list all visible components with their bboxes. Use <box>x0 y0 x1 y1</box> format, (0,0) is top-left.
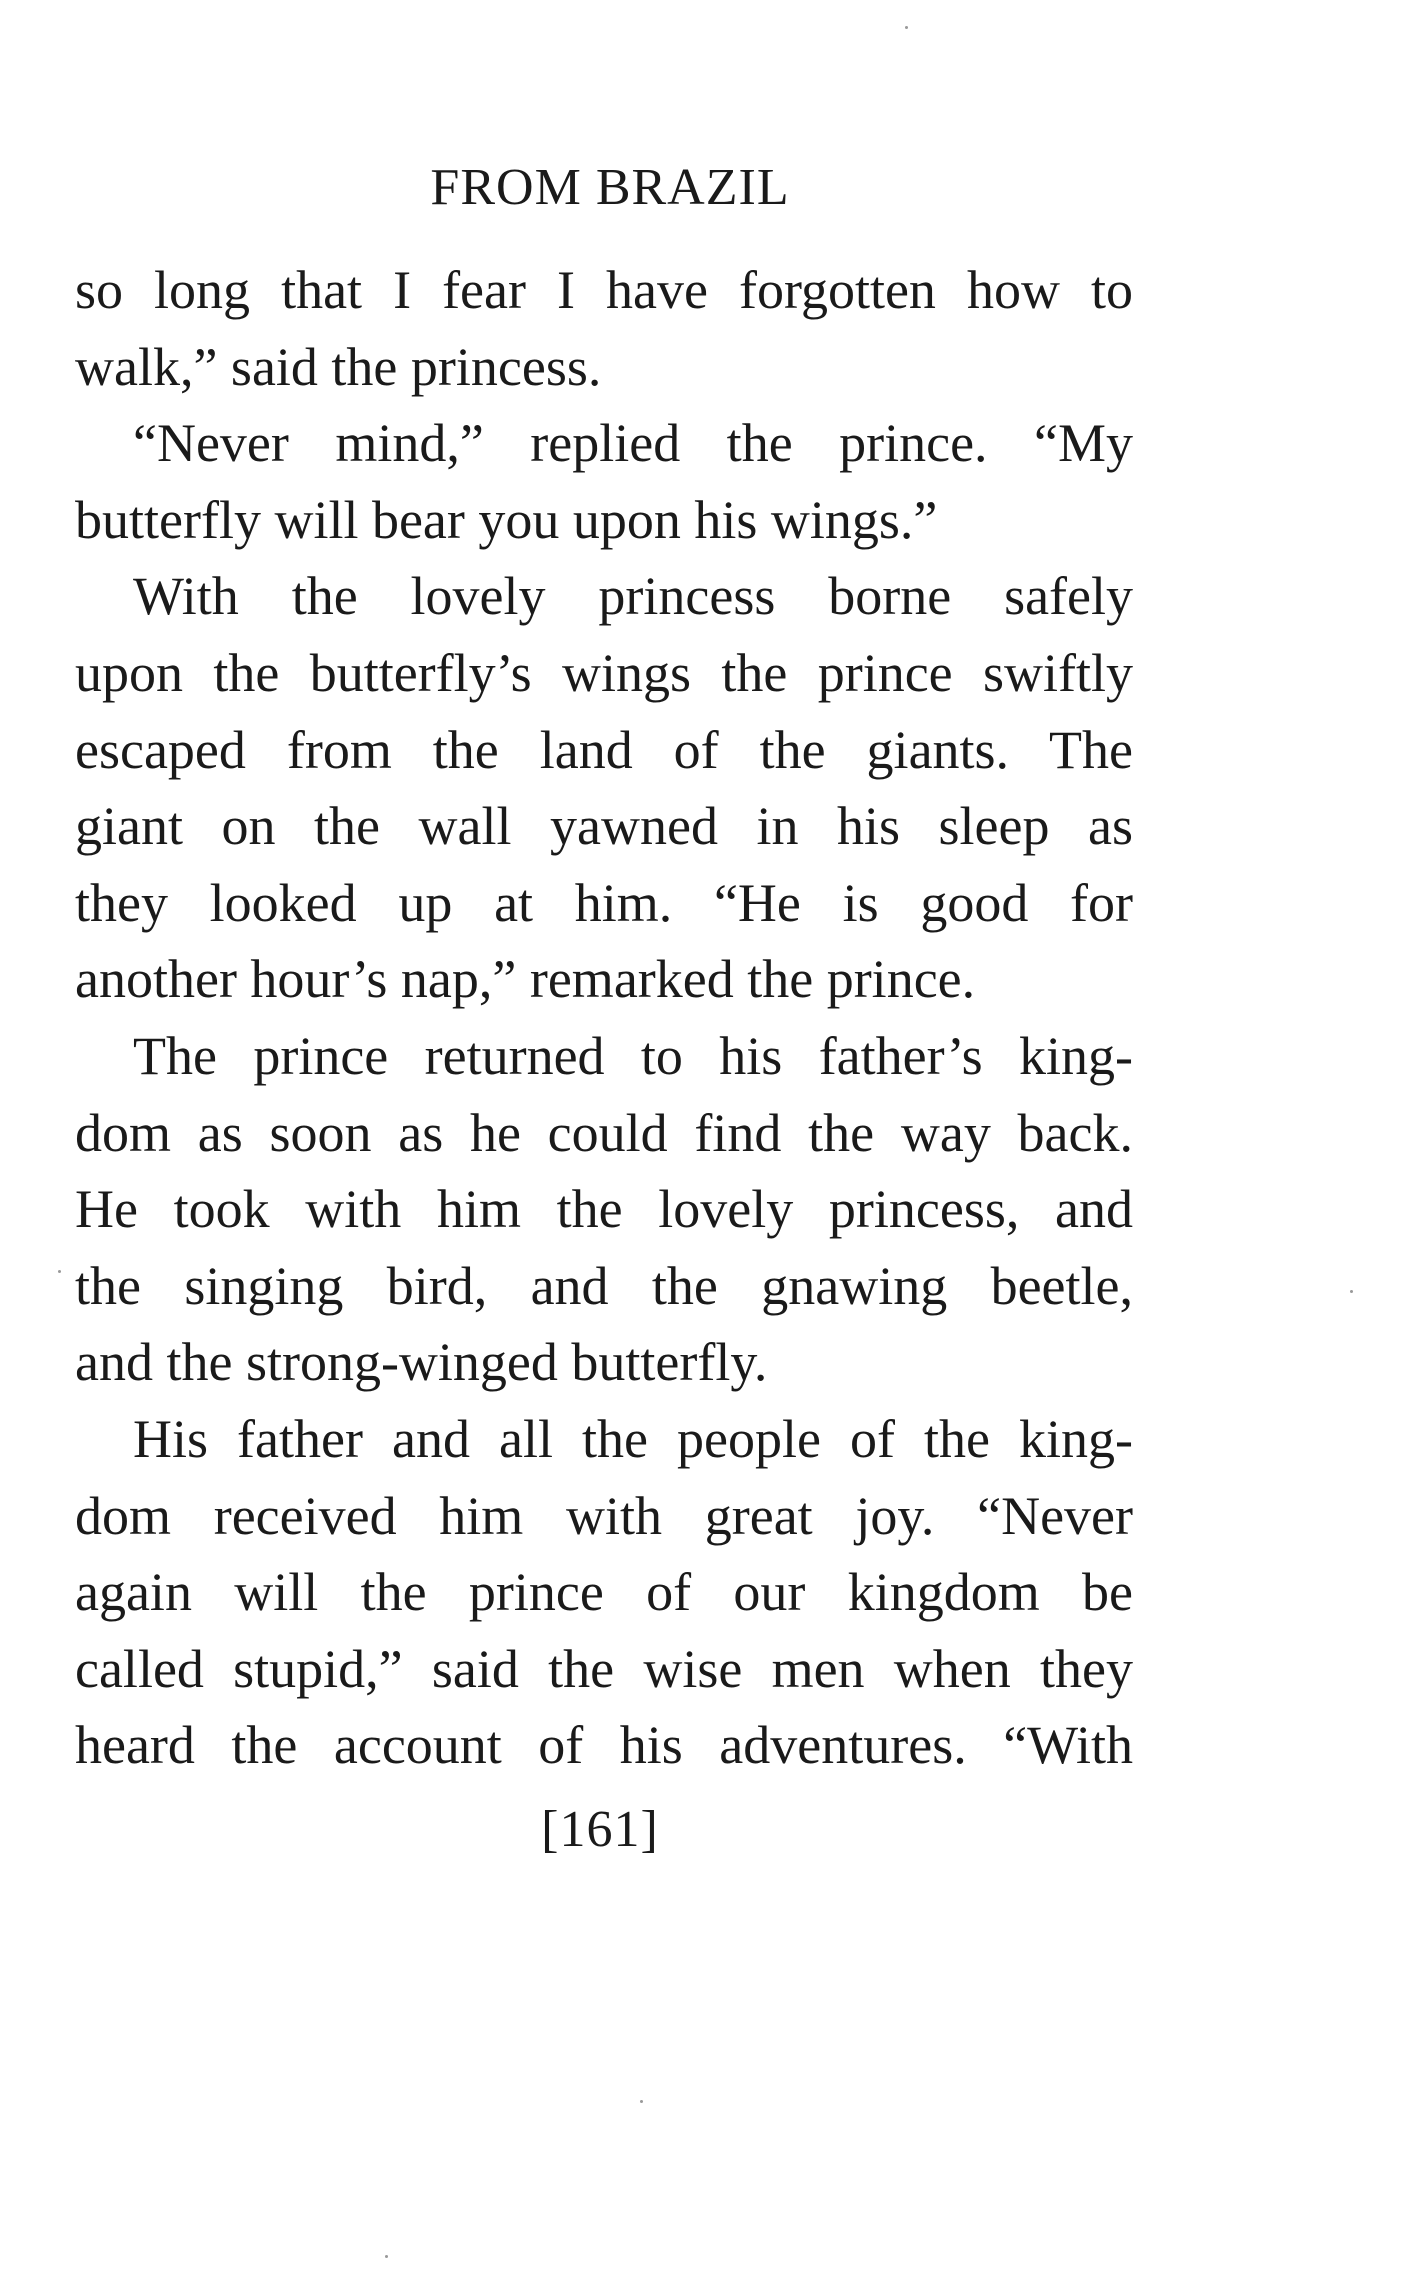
text-line: butterfly will bear you upon his wings.” <box>75 489 938 550</box>
paper-speck <box>385 2255 388 2258</box>
text-line: “Never mind,” replied the prince. “My <box>133 413 1133 474</box>
text-line: escaped from the land of the giants. The <box>75 719 1133 780</box>
text-line: He took with him the lovely princess, and <box>75 1179 1133 1240</box>
text-line: upon the butterfly’s wings the prince swiftly <box>75 642 1133 703</box>
text-line: giant on the wall yawned in his sleep as <box>75 796 1133 857</box>
body-text <box>75 252 1133 1784</box>
text-line: called stupid,” said the wise men when they <box>75 1638 1133 1699</box>
paper-speck <box>58 1270 61 1273</box>
text-line: another hour’s nap,” remarked the prince. <box>75 949 976 1010</box>
paper-speck <box>640 2100 643 2103</box>
text-line: again will the prince of our kingdom be <box>75 1562 1133 1623</box>
text-line: heard the account of his adventures. “With <box>75 1715 1133 1776</box>
text-line: the singing bird, and the gnawing beetle, <box>75 1255 1133 1316</box>
text-line: dom received him with great joy. “Never <box>75 1485 1133 1546</box>
page-number: [161] <box>541 1801 659 1858</box>
text-line: and the strong-winged butterfly. <box>75 1332 768 1393</box>
running-head: FROM BRAZIL <box>430 159 790 216</box>
paper-speck <box>905 26 908 29</box>
text-line: walk,” said the princess. <box>75 336 602 397</box>
text-line: they looked up at him. “He is good for <box>75 872 1133 933</box>
paper-speck <box>1350 1290 1353 1293</box>
text-line: dom as soon as he could find the way back. <box>75 1102 1133 1163</box>
text-line: His father and all the people of the king- <box>133 1408 1133 1469</box>
text-line: so long that I fear I have forgotten how to <box>75 260 1133 320</box>
text-line: The prince returned to his father’s king- <box>133 1025 1133 1086</box>
text-line: With the lovely princess borne safely <box>133 566 1133 627</box>
